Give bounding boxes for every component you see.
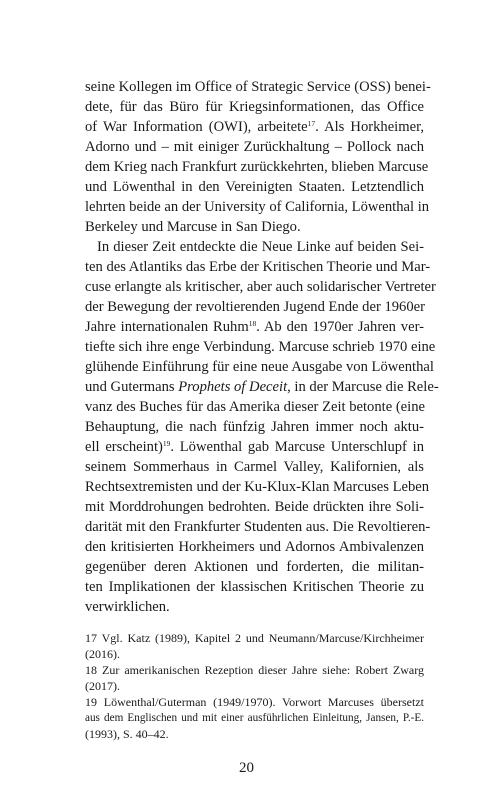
text-line: vanz des Buches für das Amerika dieser Zeit betonte (eine bbox=[85, 399, 425, 415]
text-line: den kritisierten Horkheimers und Adornos Ambivalenzen bbox=[85, 539, 424, 555]
text-line: mit Morddrohungen bedrohten. Beide drückten ihre Soli- bbox=[85, 499, 424, 515]
footnote-ref: 17 bbox=[307, 119, 316, 128]
text-line: gegenüber deren Aktionen und forderten, die militan- bbox=[85, 559, 424, 575]
text-line: darität mit den Frankfurter Studenten aus. Die Revoltieren- bbox=[85, 519, 431, 535]
text-line: cuse erlangte als kritischer, aber auch solidarischer Vertreter bbox=[85, 279, 436, 295]
footnote-line: 19 Löwenthal/Guterman (1949/1970). Vorwort Marcuses übersetzt bbox=[85, 695, 424, 709]
text-line: Adorno und – mit einiger Zurückhaltung – Pollock nach bbox=[85, 139, 424, 155]
footnote-line: (1993), S. 40–42. bbox=[85, 727, 169, 741]
text-line: In dieser Zeit entdeckte die Neue Linke auf beiden Sei- bbox=[97, 239, 424, 255]
text-line: dete, für das Büro für Kriegsinformationen, das Office bbox=[85, 99, 424, 115]
text-line: ten des Atlantiks das Erbe der Kritischen Theorie und Mar- bbox=[85, 259, 431, 275]
text-line: Jahre internationalen Ruhm$^{18}$. Ab den 1970er Jahren ver- bbox=[85, 319, 425, 335]
text-line: seinem Sommerhaus in Carmel Valley, Kalifornien, als bbox=[85, 459, 424, 475]
text-line: of War Information (OWI), arbeitete$^{17}$. Als Horkheimer, bbox=[85, 119, 424, 135]
text-line: seine Kollegen im Office of Strategic Service (OSS) benei- bbox=[85, 79, 431, 95]
text-line: und Gutermans Prophets of Deceit, in der Marcuse die Rele- bbox=[85, 379, 439, 395]
text-line: Berkeley und Marcuse in San Diego. bbox=[85, 219, 301, 235]
footnote-ref: 18 bbox=[248, 319, 257, 328]
text-line: Behauptung, die nach fünfzig Jahren immer noch aktu- bbox=[85, 419, 424, 435]
text-line: ell erscheint)$^{19}$. Löwenthal gab Marcuse Unterschlupf in bbox=[85, 439, 424, 455]
text-line: verwirklichen. bbox=[85, 599, 170, 615]
text-line: Rechtsextremisten und der Ku-Klux-Klan Marcuses Leben bbox=[85, 479, 430, 495]
footnote-line: (2017). bbox=[85, 679, 120, 693]
text-line: der Bewegung der revoltierenden Jugend Ende der 1960er bbox=[85, 299, 425, 315]
text-line: tiefte sich ihre enge Verbindung. Marcuse schrieb 1970 eine bbox=[85, 339, 436, 355]
footnote-line: aus dem Englischen und mit einer ausführlichen Einleitung, Jansen, P.-E. bbox=[85, 712, 424, 724]
text-line: und Löwenthal in den Vereinigten Staaten. Letztendlich bbox=[85, 179, 424, 195]
text-line: dem Krieg nach Frankfurt zurückkehrten, blieben Marcuse bbox=[85, 159, 429, 175]
text-line: glühende Einführung für eine neue Ausgabe von Löwenthal bbox=[85, 359, 434, 375]
footnote-ref: 19 bbox=[162, 439, 171, 448]
text-line: ten Implikationen der klassischen Kritischen Theorie zu bbox=[85, 579, 424, 595]
page-number: 20 bbox=[239, 760, 254, 776]
book-title: Prophets of Deceit bbox=[178, 379, 288, 395]
footnote-line: (2016). bbox=[85, 647, 120, 661]
footnote-line: 18 Zur amerikanischen Rezeption dieser Jahre siehe: Robert Zwarg bbox=[85, 663, 424, 677]
text-line: lehrten beide an der University of California, Löwenthal in bbox=[85, 199, 430, 215]
footnote-line: 17 Vgl. Katz (1989), Kapitel 2 und Neumann/Marcuse/Kirchheimer bbox=[85, 631, 424, 645]
